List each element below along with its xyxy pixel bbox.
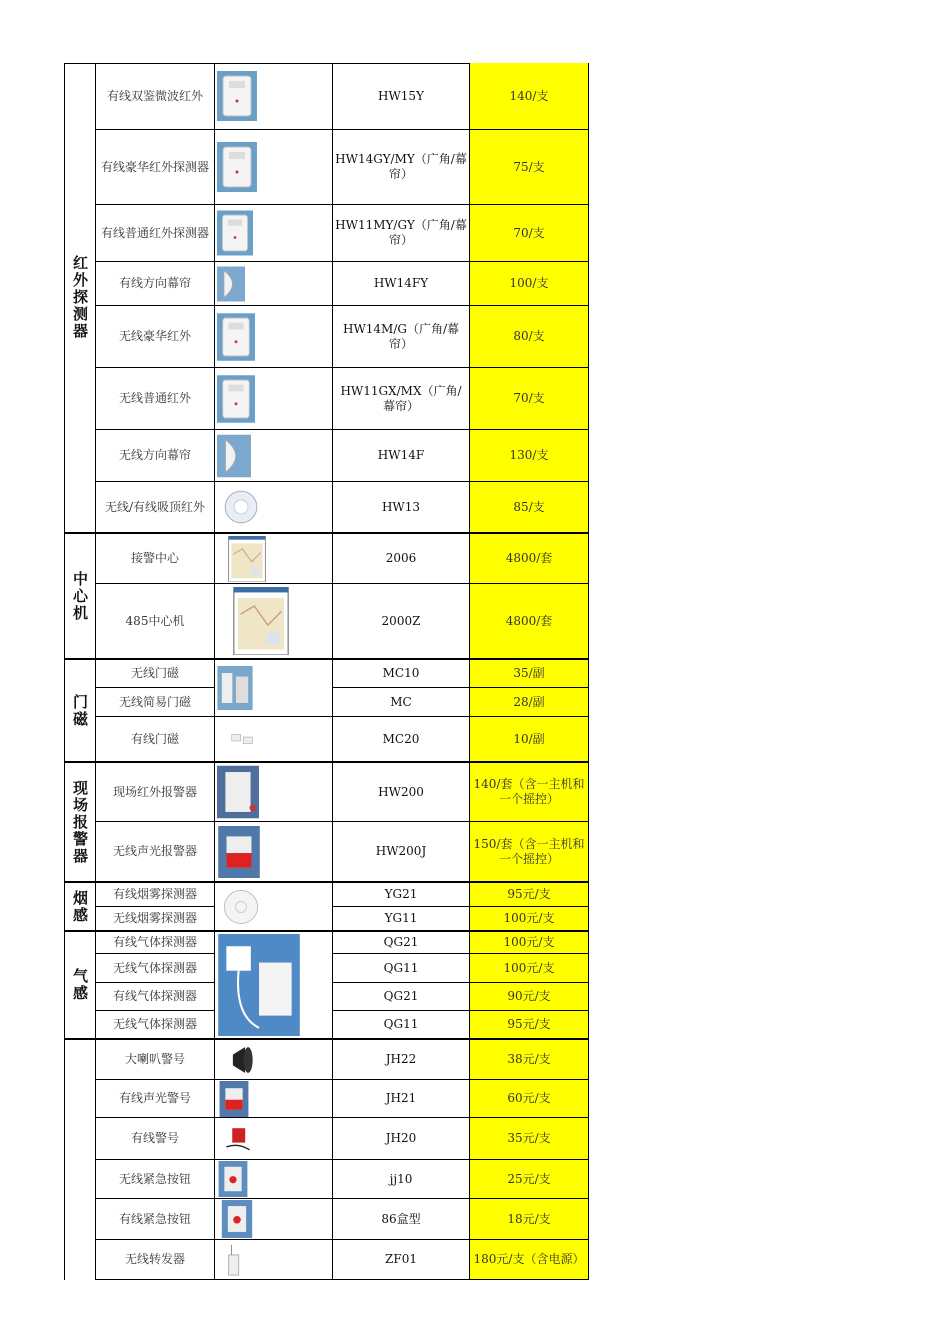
product-image-cell [215, 763, 333, 822]
product-model: QG21 [333, 983, 470, 1011]
product-model: HW200J [333, 822, 470, 883]
product-price: 38元/支 [470, 1040, 589, 1080]
product-price: 140/套（含一主机和一个摇控） [470, 763, 589, 822]
product-price: 75/支 [470, 130, 589, 205]
category-cell [64, 883, 96, 932]
product-name: 有线气体探测器 [96, 983, 215, 1011]
panic-button-icon [217, 1200, 257, 1238]
pir-detector-icon [217, 138, 257, 196]
product-image-cell [215, 63, 333, 130]
category-cell [64, 660, 96, 763]
product-price: 35元/支 [470, 1118, 589, 1160]
category-cell [64, 763, 96, 883]
product-image-cell [215, 883, 333, 932]
product-model: HW15Y [333, 63, 470, 130]
product-price: 80/支 [470, 306, 589, 368]
product-model: 2006 [333, 534, 470, 584]
product-model: JH22 [333, 1040, 470, 1080]
pir-detector-icon [217, 373, 255, 425]
category-label: 烟感 [71, 889, 89, 924]
category-cell [64, 534, 96, 660]
category-label: 现场报警器 [71, 779, 89, 865]
product-model: 2000Z [333, 584, 470, 660]
product-name: 现场红外报警器 [96, 763, 215, 822]
product-image-cell [215, 262, 333, 306]
product-image-cell [215, 584, 333, 660]
product-name: 大喇叭警号 [96, 1040, 215, 1080]
product-price: 70/支 [470, 205, 589, 262]
curtain-detector-icon [217, 431, 251, 481]
product-price: 70/支 [470, 368, 589, 430]
product-image-cell [215, 1240, 333, 1280]
product-name: 无线门磁 [96, 660, 215, 688]
product-price: 60元/支 [470, 1080, 589, 1118]
product-image-cell [215, 482, 333, 534]
product-price: 130/支 [470, 430, 589, 482]
product-model: QG11 [333, 954, 470, 983]
category-cell [64, 1040, 96, 1280]
product-name: 无线紧急按钮 [96, 1160, 215, 1199]
wired-siren-icon [217, 1121, 259, 1157]
pir-detector-icon [217, 67, 257, 125]
pir-alarm-icon [217, 765, 259, 819]
category-label: 红外探测器 [71, 255, 89, 340]
product-name: 无线转发器 [96, 1240, 215, 1280]
ceiling-detector-icon [217, 485, 265, 529]
product-name: 有线豪华红外探测器 [96, 130, 215, 205]
product-price: 4800/套 [470, 584, 589, 660]
product-price: 95元/支 [470, 883, 589, 907]
product-image-cell [215, 1199, 333, 1240]
product-image-cell [215, 430, 333, 482]
pir-detector-icon [217, 205, 253, 261]
product-price: 4800/套 [470, 534, 589, 584]
product-image-cell [215, 306, 333, 368]
product-model: YG21 [333, 883, 470, 907]
product-model: HW200 [333, 763, 470, 822]
product-model: JH21 [333, 1080, 470, 1118]
product-name: 有线警号 [96, 1118, 215, 1160]
product-name: 有线门磁 [96, 717, 215, 763]
product-image-cell [215, 932, 333, 1040]
product-image-cell [215, 1118, 333, 1160]
product-model: HW13 [333, 482, 470, 534]
product-model: HW14FY [333, 262, 470, 306]
product-name: 有线声光警号 [96, 1080, 215, 1118]
product-model: HW14GY/MY（广角/幕帘） [333, 130, 470, 205]
product-model: MC [333, 688, 470, 717]
product-model: HW11GX/MX（广角/幕帘） [333, 368, 470, 430]
product-price: 18元/支 [470, 1199, 589, 1240]
category-cell [64, 932, 96, 1040]
product-price: 100元/支 [470, 907, 589, 932]
product-image-cell [215, 130, 333, 205]
product-name: 无线豪华红外 [96, 306, 215, 368]
product-name: 无线普通红外 [96, 368, 215, 430]
category-label: 门磁 [71, 693, 89, 728]
category-cell [64, 63, 96, 534]
product-name: 有线烟雾探测器 [96, 883, 215, 907]
smoke-detector-icon [217, 884, 265, 930]
product-name: 有线紧急按钮 [96, 1199, 215, 1240]
product-name: 485中心机 [96, 584, 215, 660]
product-name: 有线方向幕帘 [96, 262, 215, 306]
product-price: 35/副 [470, 660, 589, 688]
product-price: 100元/支 [470, 932, 589, 954]
strobe-siren-icon [217, 826, 261, 878]
panic-button-icon [217, 1161, 249, 1197]
product-image-cell [215, 1040, 333, 1080]
product-model: QG11 [333, 1011, 470, 1040]
product-price: 95元/支 [470, 1011, 589, 1040]
product-model: JH20 [333, 1118, 470, 1160]
product-price: 100元/支 [470, 954, 589, 983]
product-model: HW11MY/GY（广角/幕帘） [333, 205, 470, 262]
product-model: HW14F [333, 430, 470, 482]
product-image-cell [215, 205, 333, 262]
product-name: 无线气体探测器 [96, 1011, 215, 1040]
repeater-icon [217, 1242, 249, 1278]
category-label: 中心机 [71, 570, 89, 622]
product-name: 有线普通红外探测器 [96, 205, 215, 262]
category-label: 气感 [71, 968, 89, 1002]
product-model: 86盒型 [333, 1199, 470, 1240]
horn-siren-icon [217, 1041, 267, 1079]
product-price: 25元/支 [470, 1160, 589, 1199]
product-name: 无线气体探测器 [96, 954, 215, 983]
product-model: jj10 [333, 1160, 470, 1199]
product-image-cell [215, 822, 333, 883]
product-model: MC10 [333, 660, 470, 688]
product-price: 150/套（含一主机和一个摇控） [470, 822, 589, 883]
pir-detector-icon [217, 310, 255, 364]
product-model: HW14M/G（广角/幕帘） [333, 306, 470, 368]
product-price: 100/支 [470, 262, 589, 306]
product-name: 有线气体探测器 [96, 932, 215, 954]
product-name: 无线烟雾探测器 [96, 907, 215, 932]
product-name: 无线/有线吸顶红外 [96, 482, 215, 534]
product-image-cell [215, 1160, 333, 1199]
product-name: 无线方向幕帘 [96, 430, 215, 482]
product-price: 10/副 [470, 717, 589, 763]
door-magnet-icon [217, 666, 253, 710]
product-model: MC20 [333, 717, 470, 763]
product-name: 无线声光报警器 [96, 822, 215, 883]
product-model: QG21 [333, 932, 470, 954]
product-image-cell [215, 660, 333, 717]
product-price: 28/副 [470, 688, 589, 717]
wired-door-magnet-icon [217, 723, 267, 755]
product-image-cell [215, 1080, 333, 1118]
product-image-cell [215, 534, 333, 584]
product-image-cell [215, 717, 333, 763]
product-model: ZF01 [333, 1240, 470, 1280]
software-screenshot-icon [217, 587, 305, 655]
product-model: YG11 [333, 907, 470, 932]
software-screenshot-icon [217, 536, 277, 582]
product-name: 接警中心 [96, 534, 215, 584]
product-name: 无线简易门磁 [96, 688, 215, 717]
product-name: 有线双鉴微波红外 [96, 63, 215, 130]
product-price: 140/支 [470, 63, 589, 130]
gas-detector-icon [217, 934, 301, 1036]
strobe-siren-icon [217, 1081, 251, 1117]
product-price: 180元/支（含电源） [470, 1240, 589, 1280]
product-price: 90元/支 [470, 983, 589, 1011]
curtain-detector-icon [217, 263, 245, 305]
product-price: 85/支 [470, 482, 589, 534]
product-image-cell [215, 368, 333, 430]
